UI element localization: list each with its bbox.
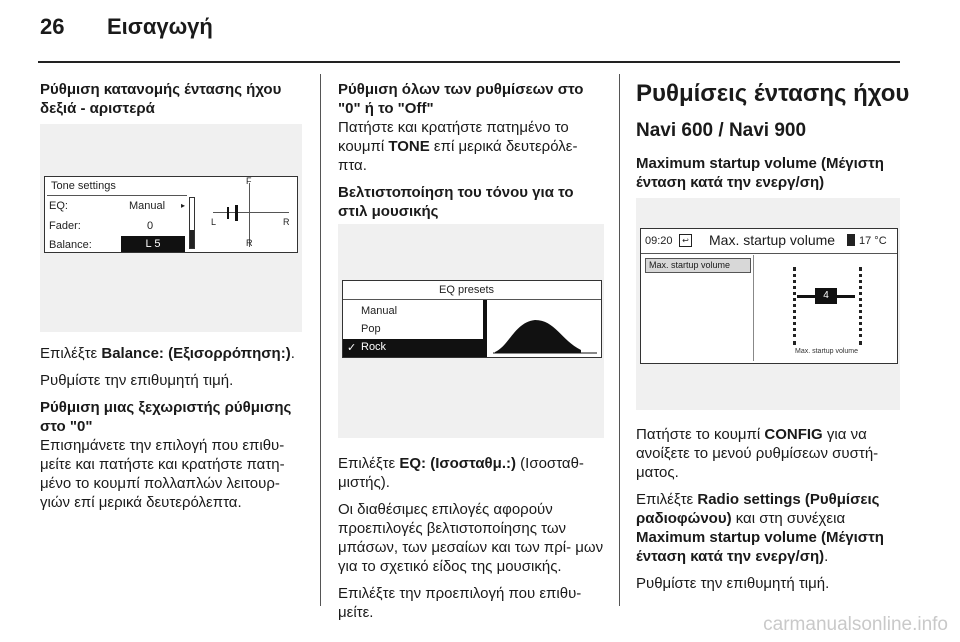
paragraph: Επιλέξτε Balance: (Εξισορρόπηση:). xyxy=(40,345,295,362)
eq-value[interactable]: Manual xyxy=(129,200,166,212)
fader-value[interactable]: 0 xyxy=(147,220,154,232)
clock: 09:20 xyxy=(645,235,673,247)
section-heading: Βελτιστοποίηση του τόνου για το στιλ μουσικής xyxy=(338,184,574,220)
section-title: Ρυθμίσεις έντασης ήχου xyxy=(636,80,910,107)
preset-rock: Rock xyxy=(361,341,387,353)
eq-curve xyxy=(489,300,601,357)
bold-term: Balance: (Εξισορρόπηση:) xyxy=(101,345,291,362)
menu-item-max-startup-volume[interactable]: Max. startup volume xyxy=(645,258,751,273)
paragraph: Ρυθμίστε την επιθυμητή τιμή. xyxy=(636,575,830,592)
rear-label: R xyxy=(246,238,253,248)
bold-term: CONFIG xyxy=(764,426,823,443)
volume-slider[interactable] xyxy=(815,288,837,304)
paragraph: Επισημάνετε την επιλογή που επιθυ- μείτε και πατήστε και κρατήστε πατη- μένο το κουμπί πολλαπλών λειτουρ- γιών επί μερικά δευτερόλεπτα. xyxy=(40,437,285,511)
max-startup-volume-screen xyxy=(640,228,898,364)
preset-rock-highlight[interactable] xyxy=(343,339,483,357)
eq-label: EQ: xyxy=(49,200,68,212)
eq-title: EQ presets xyxy=(439,284,495,296)
volume-scale-right xyxy=(859,267,864,345)
paragraph: Επιλέξτε την προεπιλογή που επιθυ- μείτε. xyxy=(338,585,582,621)
page-title: Εισαγωγή xyxy=(107,14,213,39)
max-startup-volume-figure xyxy=(636,198,900,410)
volume-scale-left xyxy=(793,267,798,345)
temperature: 17 °C xyxy=(859,235,887,247)
column-divider-2 xyxy=(619,74,620,606)
paragraph: Επιλέξτε EQ: (Ισοσταθμ.:) (Ισοσταθ- μιστής). xyxy=(338,455,584,491)
tone-title: Tone settings xyxy=(51,180,116,192)
tone-settings-figure xyxy=(40,124,302,332)
screen-title: Max. startup volume xyxy=(709,232,836,248)
balance-grid xyxy=(205,177,297,252)
tone-settings-screen xyxy=(44,176,298,253)
paragraph: Πατήστε και κρατήστε πατημένο το κουμπί TONE επί μερικά δευτερόλε- πτα. xyxy=(338,119,578,174)
column-2-text xyxy=(338,454,608,630)
preset-pop[interactable]: Pop xyxy=(361,323,381,335)
paragraph: Πατήστε το κουμπί CONFIG για να ανοίξετε το μενού ρυθμίσεων συστή- ματος. xyxy=(636,426,879,481)
watermark: carmanualsonline.info xyxy=(763,614,948,635)
eq-presets-screen xyxy=(342,280,602,358)
column-divider-1 xyxy=(320,74,321,606)
section-subtitle: Navi 600 / Navi 900 xyxy=(636,120,807,141)
back-icon[interactable]: ↩ xyxy=(679,234,692,247)
bold-term: Radio settings (Ρυθμίσεις ραδιοφώνου) xyxy=(636,491,880,527)
paragraph: Οι διαθέσιμες επιλογές αφορούν προεπιλογές βελτιστοποίησης των μπάσων, των μεσαίων και των πρί- μων για το σχετικό είδος της μουσικής. xyxy=(338,501,604,575)
scrollbar[interactable] xyxy=(189,197,195,249)
fader-label: Fader: xyxy=(49,220,81,232)
volume-caption: Max. startup volume xyxy=(795,348,859,355)
phone-icon xyxy=(847,234,855,246)
front-label: F xyxy=(246,176,252,186)
column-2 xyxy=(338,80,604,229)
balance-highlight[interactable] xyxy=(121,236,185,252)
column-1 xyxy=(40,80,302,126)
header-rule xyxy=(38,61,900,63)
column-3 xyxy=(636,80,912,192)
bold-term: Maximum startup volume (Μέγιστη ένταση κατά την ενεργ/ση) xyxy=(636,529,884,565)
preset-manual[interactable]: Manual xyxy=(361,305,398,317)
bold-term: EQ: (Ισοσταθμ.:) xyxy=(399,455,516,472)
section-heading: Ρύθμιση μιας ξεχωριστής ρύθμισης στο "0" xyxy=(40,399,292,435)
section-heading: Ρύθμιση όλων των ρυθμίσεων στο "0" ή το "Off" xyxy=(338,81,584,117)
arrow-right-icon: ▸ xyxy=(181,201,186,210)
check-icon: ✓ xyxy=(347,342,357,354)
balance-label: Balance: xyxy=(49,239,92,251)
section-heading: Maximum startup volume (Μέγιστη ένταση κατά την ενεργ/ση) xyxy=(636,155,884,191)
volume-value: 4 xyxy=(823,290,829,301)
left-label: L xyxy=(211,217,217,227)
column-1-text xyxy=(40,344,302,520)
balance-value: L 5 xyxy=(145,238,161,250)
paragraph: Ρυθμίστε την επιθυμητή τιμή. xyxy=(40,372,234,389)
paragraph: Επιλέξτε Radio settings (Ρυθμίσεις ραδιοφώνου) και στη συνέχεια Maximum startup volume (Μέγιστη ένταση κατά την ενεργ/ση). xyxy=(636,491,884,565)
page-number: 26 xyxy=(40,14,65,39)
column-3-text xyxy=(636,425,906,601)
eq-presets-figure xyxy=(338,224,604,438)
right-label: R xyxy=(283,217,290,227)
bold-term: TONE xyxy=(388,138,430,155)
section-heading: Ρύθμιση κατανομής έντασης ήχου δεξιά - αριστερά xyxy=(40,81,282,117)
